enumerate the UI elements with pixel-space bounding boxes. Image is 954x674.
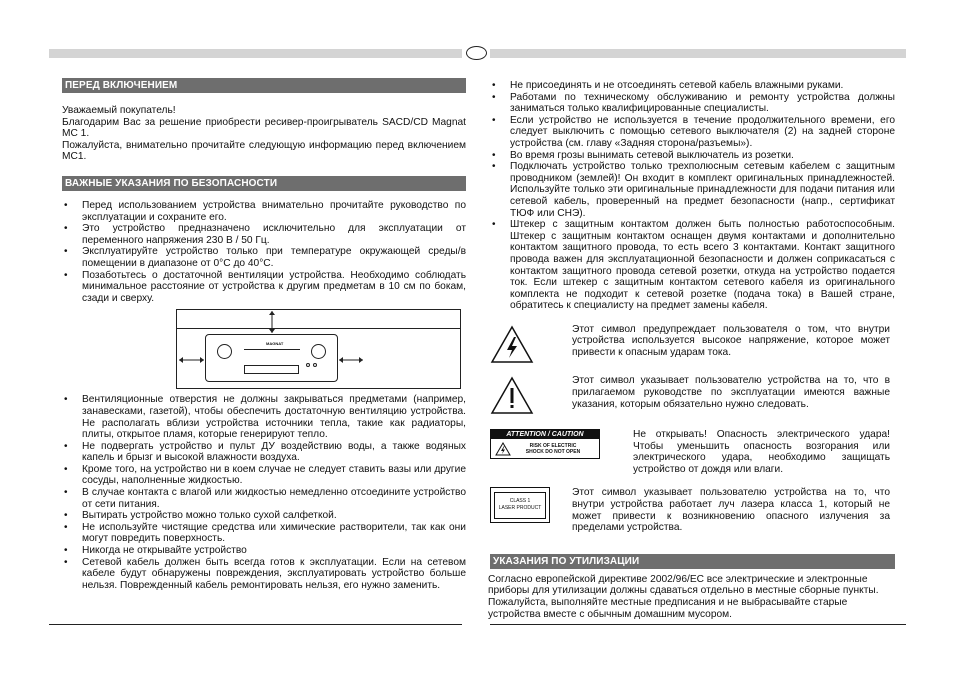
list-item: • Во время грозы вынимать сетевой выключатель из розетки. bbox=[490, 150, 895, 162]
selector-knob-icon bbox=[311, 344, 326, 359]
exclamation-warning-icon bbox=[490, 375, 572, 419]
safety-header: ВАЖНЫЕ УКАЗАНИЯ ПО БЕЗОПАСНОСТИ bbox=[62, 176, 466, 191]
device-button-icon bbox=[313, 363, 317, 367]
attention-text bbox=[511, 443, 595, 455]
important-warning-text: Этот символ указывает пользователю устройства на то, что в прилагаемом руководстве по эксплуатации имеются важные указания, которым обязательно нужно следовать. bbox=[572, 375, 890, 410]
list-item: • Подключать устройство только трехполюсным сетевым кабелем с защитным проводником (землей)! Он входит в комплект оригинальных принадлежностей. Используйте только эти оригинальные принадлежности для подачи питания или сетевой кабель, проверенный на предмет безопасности (напр., сертификат ТЮФ или СНЭ). bbox=[490, 161, 895, 219]
volume-knob-icon bbox=[217, 344, 232, 359]
laser-class-inner bbox=[494, 492, 546, 519]
safety-list-a bbox=[62, 200, 466, 304]
lightning-warning-icon bbox=[495, 442, 511, 456]
header-bar-left bbox=[49, 49, 462, 58]
ventilation-diagram bbox=[176, 309, 461, 389]
list-item: • Вентиляционные отверстия не должны закрываться предметами (например, занавесками, газетой), чтобы обеспечить достаточную вентиляцию устройства. Не располагать вблизи устройства источники тепла, такие как радиаторы, плиты, открытое пламя, которые генерируют тепло. bbox=[62, 394, 466, 440]
attention-line-2: SHOCK DO NOT OPEN bbox=[525, 448, 581, 455]
important-warning bbox=[490, 375, 895, 419]
list-item: • Работами по техническому обслуживанию и ремонту устройства должны заниматься только квалифицированные специалисты. bbox=[490, 92, 895, 115]
attention-line-1: RISK OF ELECTRIC bbox=[529, 442, 577, 449]
disposal-header: УКАЗАНИЯ ПО УТИЛИЗАЦИИ bbox=[490, 554, 895, 569]
device-button-icon bbox=[306, 363, 310, 367]
left-column bbox=[62, 78, 466, 591]
receiver-device bbox=[205, 334, 338, 382]
open-warning bbox=[490, 429, 895, 475]
before-switching-header: ПЕРЕД ВКЛЮЧЕНИЕМ bbox=[62, 78, 466, 93]
footer-line-left bbox=[49, 624, 462, 625]
list-item: • Перед использованием устройства внимательно прочитайте руководство по эксплуатации и сохраните его. bbox=[62, 200, 466, 223]
device-display bbox=[244, 365, 299, 374]
disposal-text: Согласно европейской директиве 2002/96/EC все электрические и электронные приборы для утилизации должны сдаваться отдельно в местные сборные пункты. Пожалуйста, выполняйте местные предписания и не выбрасывайте старые устройства вместе с обычным домашним мусором. bbox=[488, 573, 879, 620]
voltage-warning bbox=[490, 324, 895, 368]
attention-caution-box bbox=[490, 429, 600, 459]
intro-block bbox=[62, 105, 466, 163]
header-bar-right bbox=[490, 49, 906, 58]
attention-body bbox=[491, 439, 599, 458]
list-item: • Никогда не открывайте устройство bbox=[62, 545, 466, 557]
attention-label bbox=[490, 429, 633, 459]
safety-list-b bbox=[62, 394, 466, 591]
please-text: Пожалуйста, внимательно прочитайте следующую информацию перед включением MC1. bbox=[62, 139, 466, 163]
list-item: • Позаботьтесь о достаточной вентиляции устройства. Необходимо соблюдать минимальное расстояние от устройства к другим предметам в 10 см по бокам, сзади и сверху. bbox=[62, 270, 466, 305]
list-item: • Вытирать устройство можно только сухой салфеткой. bbox=[62, 510, 466, 522]
list-item: • Это устройство предназначено исключительно для эксплуатации от переменного напряжения 230 В / 50 Гц. bbox=[62, 223, 466, 246]
laser-warning-text: Этот символ указывает пользователю устройства на то, что внутри устройства работает луч лазера класса 1, который не может привести к возникновению опасного излучения за пределами устройства. bbox=[572, 487, 890, 534]
voltage-warning-text: Этот символ предупреждает пользователя о том, что внутри устройства используется высокое напряжение, которое может привести к опасным ударам тока. bbox=[572, 323, 890, 359]
laser-line-1: CLASS 1 bbox=[509, 498, 531, 505]
list-item: • Кроме того, на устройство ни в коем случае не следует ставить вазы или другие сосуды, наполненные жидкостью. bbox=[62, 464, 466, 487]
list-item: • Сетевой кабель должен быть всегда готов к эксплуатации. Если на сетевом кабеле будут обнаружены повреждения, эксплуатировать устройство больше нельзя. Поврежденный кабель ремонтировать нельзя, его нужно заменить. bbox=[62, 557, 466, 592]
laser-line-2: LASER PRODUCT bbox=[498, 505, 542, 512]
list-item: • Если устройство не используется в течение продолжительного времени, его следует выключить с помощью сетевого выключателя (2) на задней стороне устройства (см. главу «Задняя сторона/разъемы»). bbox=[490, 115, 895, 150]
page-number bbox=[466, 46, 487, 60]
list-item: • Не присоединять и не отсоединять сетевой кабель влажными руками. bbox=[490, 80, 895, 92]
device-logo: MAGNAT bbox=[266, 341, 284, 347]
footer-line-right bbox=[490, 624, 906, 625]
thanks-text: Благодарим Вас за решение приобрести ресивер-проигрыватель SACD/CD Magnat MC 1. bbox=[62, 116, 466, 140]
laser-warning bbox=[490, 487, 895, 533]
laser-label bbox=[490, 487, 572, 523]
right-column bbox=[490, 80, 895, 620]
list-item: • Не используйте чистящие средства или химические растворители, так как они могут повредить поверхность. bbox=[62, 522, 466, 545]
attention-caution-title: ATTENTION / CAUTION bbox=[491, 430, 599, 439]
list-item: • В случае контакта с влагой или жидкостью немедленно отсоедините устройство от сети питания. bbox=[62, 487, 466, 510]
safety-list-c bbox=[490, 80, 895, 312]
lightning-warning-icon bbox=[490, 324, 572, 368]
list-item: • Эксплуатируйте устройство только при температуре окружающей среды/в помещении в диапазоне от 0°C до 40°C. bbox=[62, 246, 466, 269]
greeting: Уважаемый покупатель! bbox=[62, 105, 176, 116]
laser-class-box bbox=[490, 487, 550, 523]
list-item: • Не подвергать устройство и пульт ДУ воздействию воды, а также водяных капель и брызг и высокой влажности воздуха. bbox=[62, 441, 466, 464]
list-item: • Штекер с защитным контактом должен быть полностью работоспособным. Штекер с защитным контактом оснащен двумя контактами и дополнительно контактом защитного провода, то есть всего 3 контактами. Контакт защитного провода важен для эксплуатационной безопасности и должен соприкасаться с контактом защитного провода сетевой розетки, откуда на устройство подается ток. Если штекер с защитным контактом сетевого кабеля из оригинального комплекта не подходит к сетевой розетке (подача тока) в Вашей стране, обратитесь к специалисту на предмет замены кабеля. bbox=[490, 219, 895, 312]
open-warning-text: Не открывать! Опасность электрического удара! Чтобы уменьшить опасность возгорания или электрического удара, необходимо защищать устройство от дождя или влаги. bbox=[633, 429, 890, 475]
